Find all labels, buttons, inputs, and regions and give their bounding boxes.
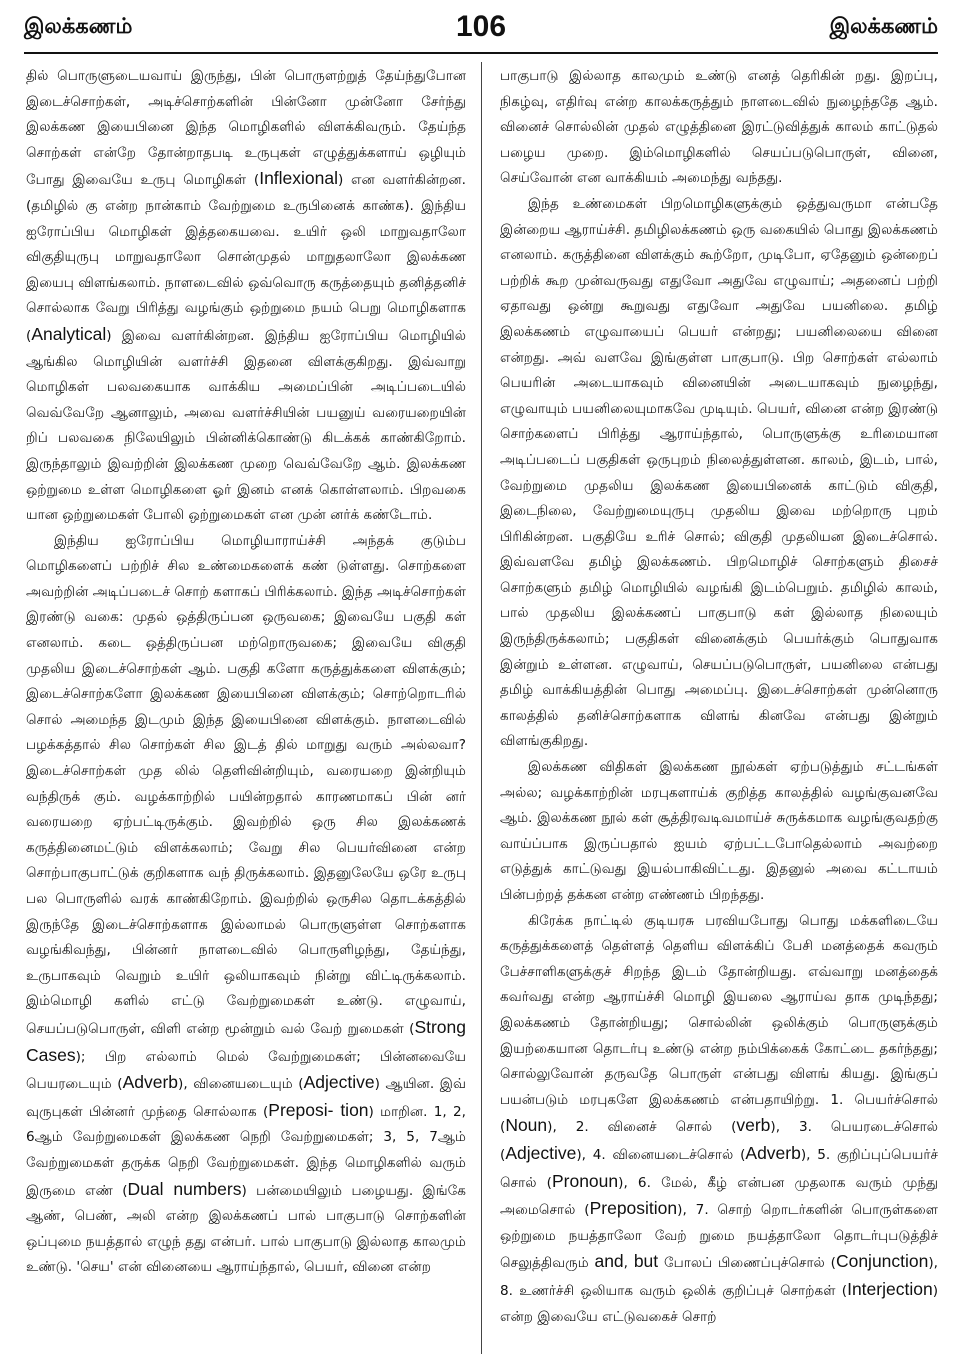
header-rule [24, 52, 938, 54]
right-paragraph-3: இலக்கண விதிகள் இலக்கண நூல்கள் ஏற்படுத்தும் சட்டங்கள் அல்ல; வழக்காற்றின் மரபுகளாய்க் குறித்த காலத்தில் வழங்குவனவே ஆம். இலக்கண நூல் கள் சூத்திரவடிவமாய்ச் சுருக்கமாக வழங்குவதற்கு வாய்ப்பாக இருப்பதால் ஐயம் ஏற்பட்டபோதெல்லாம் அவற்றை எடுத்துக் காட்டுவது இயல்பாகிவிட்டது. இதனுல் அவை கட்டாயம் பின்பற்றத் தக்கன என்ற எண்ணம் பிறந்தது. [500, 759, 938, 903]
left-paragraph-1: தில் பொருளுடையவாய் இருந்து, பின் பொருளற்றுத் தேய்ந்துபோன இடைச்சொற்கள், அடிச்சொற்களின் பின்னோ முன்னோ சேர்ந்து இலக்கண இயைபினை இந்த மொழிகளில் விளக்கிவரும். தேய்ந்த சொற்கள் என்றே தோன்றாதபடி உருபுகள் எழுத்துக்களாய் ஒழியும் போது இவையே உருபு மொழிகள் (Inflexional) என வளர்கின்றன. (தமிழில் கு என்ற நான்காம் வேற்றுமை உருபினைக் காண்க). இந்திய ஐரோப்பிய மொழிகள் இத்தகையவை. உயிர் ஒலி மாறுவதாலோ விகுதியுருபு மாறுவதாலோ சொன்முதல் மாறுதலாலோ இலக்கண இயைபு விளங்கலாம். நாளடைவில் ஒவ்வொரு கருத்தையும் தனித்தனிச் சொல்லாக வேறு பிரித்து வழங்கும் ஒற்றுமை நயம் பெறு மொழிகளாக (Analytical) இவை வளர்கின்றன. இந்திய ஐரோப்பிய மொழியில் ஆங்கில மொழியின் வளர்ச்சி இதனை விளக்குகிறது. இவ்வாறு மொழிகள் பலவகையாக வாக்கிய அமைப்பின் அடிப்படையில் வெவ்வேறே ஆனாலும், அவை வளர்ச்சியின் பயனுய் வரையறையின் றிப் பலவகை நிலேயிலும் பின்னிக்கொண்டு கிடக்கக் காண்கிறோம். இருந்தாலும் இவற்றின் இலக்கண முறை வெவ்வேறே ஆம். இலக்கண ஒற்றுமை உள்ள மொழிகளை ஓர் இனம் எனக் கொள்ளலாம். பிறவகை யான ஒற்றுமைகள் போலி ஒற்றுமைகள் என முன் னர்க் கண்டோம். [26, 68, 466, 524]
running-head-left: இலக்கணம் [24, 14, 133, 38]
right-paragraph-2: இந்த உண்மைகள் பிறமொழிகளுக்கும் ஒத்துவருமா என்பதே இன்றைய ஆராய்ச்சி. தமிழிலக்கணம் ஒரு வகையில் பொது இலக்கணம் எனலாம். கருத்தினை விளக்கும் கூற்றோ, முடிபோ, ஏதேனும் ஒன்றைப் பற்றிக் கூற முன்வருவது எதுவோ அதுவே எழுவாய்; அதனைப் பற்றி ஏதாவது ஒன்று கூறுவது எதுவோ அதுவே பயனிலை. தமிழ் இலக்கணம் எழுவாயைப் பெயர் என்றது; பயனிலையை வினை என்றது. அவ் வளவே இங்குள்ள பாகுபாடு. பிற சொற்கள் எல்லாம் பெயரின் அடையாகவும் வினையின் அடையாகவும் நுழைந்து, எழுவாயும் பயனிலையுமாகவே முடியும். பெயர், வினை என்ற இரண்டு சொற்களைப் பிரித்து ஆராய்ந்தால், பொருளுக்கு உரிமையான அடிப்படைப் பகுதிகள் ஒருபுறம் நிலைத்துள்ளன. காலம், இடம், பால், வேற்றுமை முதலிய இலக்கண இயைபினைக் காட்டும் விகுதி, இடைநிலை, வேற்றுமையுருபு முதலிய இவை மற்றொரு புறம் பிரிகின்றன. பகுதியே உரிச் சொல்; விகுதி முதலியன இடைச்சொல். இவ்வளவே தமிழ் இலக்கணம். பிறமொழிச் சொற்களும் திசைச் சொற்களும் தமிழ் மொழியில் வழங்கி இடம்பெறும். தமிழில் காலம், பால் முதலிய இலக்கணப் பாகுபாடு கள் இல்லாத நிலையும் இருந்திருக்கலாம்; பகுதிகள் வினைக்கும் பெயர்க்கும் பொதுவாக இன்றும் உள்ளன. எழுவாய், செயப்படுபொருள், பயனிலை என்பது தமிழ் வாக்கியத்தின் பொது அமைப்பு. இடைச்சொற்கள் முன்னொரு காலத்தில் தனிச்சொற்களாக விளங் கினவே என்பது இன்றும் விளங்குகிறது. [500, 195, 938, 750]
left-paragraph-2: இந்திய ஐரோப்பிய மொழியாராய்ச்சி அந்தக் குடும்ப மொழிகளைப் பற்றிச் சில உண்மைகளைக் கண் டுள்ளது. சொற்களை அவற்றின் அடிப்படைச் சொற் களாகப் பிரிக்கலாம். இந்த அடிச்சொற்கள் இரண்டு வகை: முதல் ஒத்திருப்பன ஒருவகை; இவையே பகுதி கள் எனலாம். கடை ஒத்திருப்பன மற்றொருவகை; இவையே விகுதி முதலிய இடைச்சொற்கள் ஆம். பகுதி களோ கருத்துக்களை விளக்கும்; இடைச்சொற்களோ இலக்கண இயைபினை விளக்கும்; சொற்றொடரில் சொல் அமைந்த இடமும் இந்த இயைபினை விளக்கும். நாளடைவில் பழக்கத்தால் சில சொற்கள் சில இடத் தில் மாறுது வரும் அல்லவா? இடைச்சொற்கள் முத லில் தெளிவின்றியும், வரையறை இன்றியும் வந்திருக் கும். வழக்காற்றில் பயின்றதால் காரணமாகப் பின் னர் வரையறை ஏற்பட்டிருக்கும். இவற்றில் ஒரு சில இலக்கணக் கருத்தினைமட்டும் விளக்கலாம்; வேறு சில பெயர்வினை என்ற சொற்பாகுபாட்டுக் குறிகளாக வந் திருக்கலாம். இதனுலேயே ஒரே உருபு பல பொருளில் வரக் காண்கிறோம். இவற்றில் ஒருசில தொடக்கத்தில் இருந்தே இடைச்சொற்களாக இல்லாமல் பொருளுள்ள சொற்களாக வழங்கிவந்து, பின்னர் நாளடைவில் பொருளிழந்து, தேய்ந்து, உருபாகவும் வெறும் உயிர் ஒலியாகவும் நின்று விட்டிருக்கலாம். இம்மொழி களில் எட்டு வேற்றுமைகள் உண்டு. எழுவாய், செயப்படுபொருள், விளி என்ற மூன்றும் வல் வேற் றுமைகள் (Strong Cases); பிற எல்லாம் மெல் வேற்றுமைகள்; பின்னவையே பெயரடையும் (Adverb), வினையடையும் (Adjective) ஆயின. இவ் வுருபுகள் பின்னர் முந்தை சொல்லாக (Preposi- tion) மாறின. 1, 2, 6ஆம் வேற்றுமைகள் இலக்கண நெறி வேற்றுமைகள்; 3, 5, 7ஆம் வேற்றுமைகள் தருக்க நெறி வேற்றுமைகள். இந்த மொழிகளில் வரும் இருமை எண் (Dual numbers) பன்மையிலும் பழையது. இங்கே ஆண், பெண், அலி என்ற இலக்கணப் பால் பாகுபாடு சொற்களின் ஒப்புமை நயத்தால் எழுந் தது என்பர். பால் பாகுபாடு இல்லாத காலமும் உண்டு. 'செய' என் வினையை ஆராய்ந்தால், பெயர், வினை என்ற [26, 532, 466, 1276]
running-head-right: இலக்கணம் [829, 14, 938, 38]
page-number: 106 [455, 10, 507, 43]
right-paragraph-1: பாகுபாடு இல்லாத காலமும் உண்டு எனத் தெரிகின் றது. இறப்பு, நிகழ்வு, எதிர்வு என்ற காலக்கருத்தும் நாளடைவில் நுழைந்ததே ஆம். வினைச் சொல்லின் முதல் எழுத்தினை இரட்டுவித்துக் காலம் காட்டுதல் பழைய முறை. இம்மொழிகளில் செயப்படுபொருள், வினை, செய்வோன் என வாக்கியம் அமைந்து வந்தது. [500, 68, 938, 187]
right-column [500, 64, 938, 1330]
column-divider [481, 62, 482, 1354]
left-column [26, 64, 466, 1281]
page-header [24, 10, 938, 54]
right-paragraph-4: கிரேக்க நாட்டில் குடியரசு பரவியபோது பொது மக்களிடையே கருத்துக்களைத் தெள்ளத் தெளிய விளக்கிப் பேசி மனத்தைக் கவரும் பேச்சாளிகளுக்குச் சிறந்த இடம் தோன்றியது. எவ்வாறு மனத்தைக் கவர்வது என்ற ஆராய்ச்சி மொழி இயலை ஆராய்வ தாக முடிந்தது; இலக்கணம் தோன்றியது; சொல்லின் ஒலிக்கும் பொருளுக்கும் இயற்கையான தொடர்பு உண்டு என்ற நம்பிக்கைக் கோட்டை தகர்ந்தது; சொல்லுவோன் தருவதே பொருள் என்பது விளங் கியது. இங்குப் பயன்படும் மரபுகளே இலக்கணம் என்பதாயிற்று. 1. பெயர்ச்சொல் (Noun), 2. வினைச் சொல் (verb), 3. பெயரடைச்சொல் (Adjective), 4. வினையடைச்சொல் (Adverb), 5. குறிப்புப்பெயர்ச் சொல் (Pronoun), 6. மேல், கீழ் என்பன முதலாக வரும் முந்து அமைசொல் (Preposition), 7. சொற் றொடர்களின் பொருள்களை ஒற்றுமை நயத்தாலோ வேற் றுமை நயத்தாலோ தொடர்புபடுத்திச் செலுத்திவரும் and, but போலப் பிணைப்புச்சொல் (Conjunction), 8. உணர்ச்சி ஒலியாக வரும் ஒலிக் குறிப்புச் சொற்கள் (Interjection) என்ற இவையே எட்டுவகைச் சொற் [500, 912, 938, 1325]
